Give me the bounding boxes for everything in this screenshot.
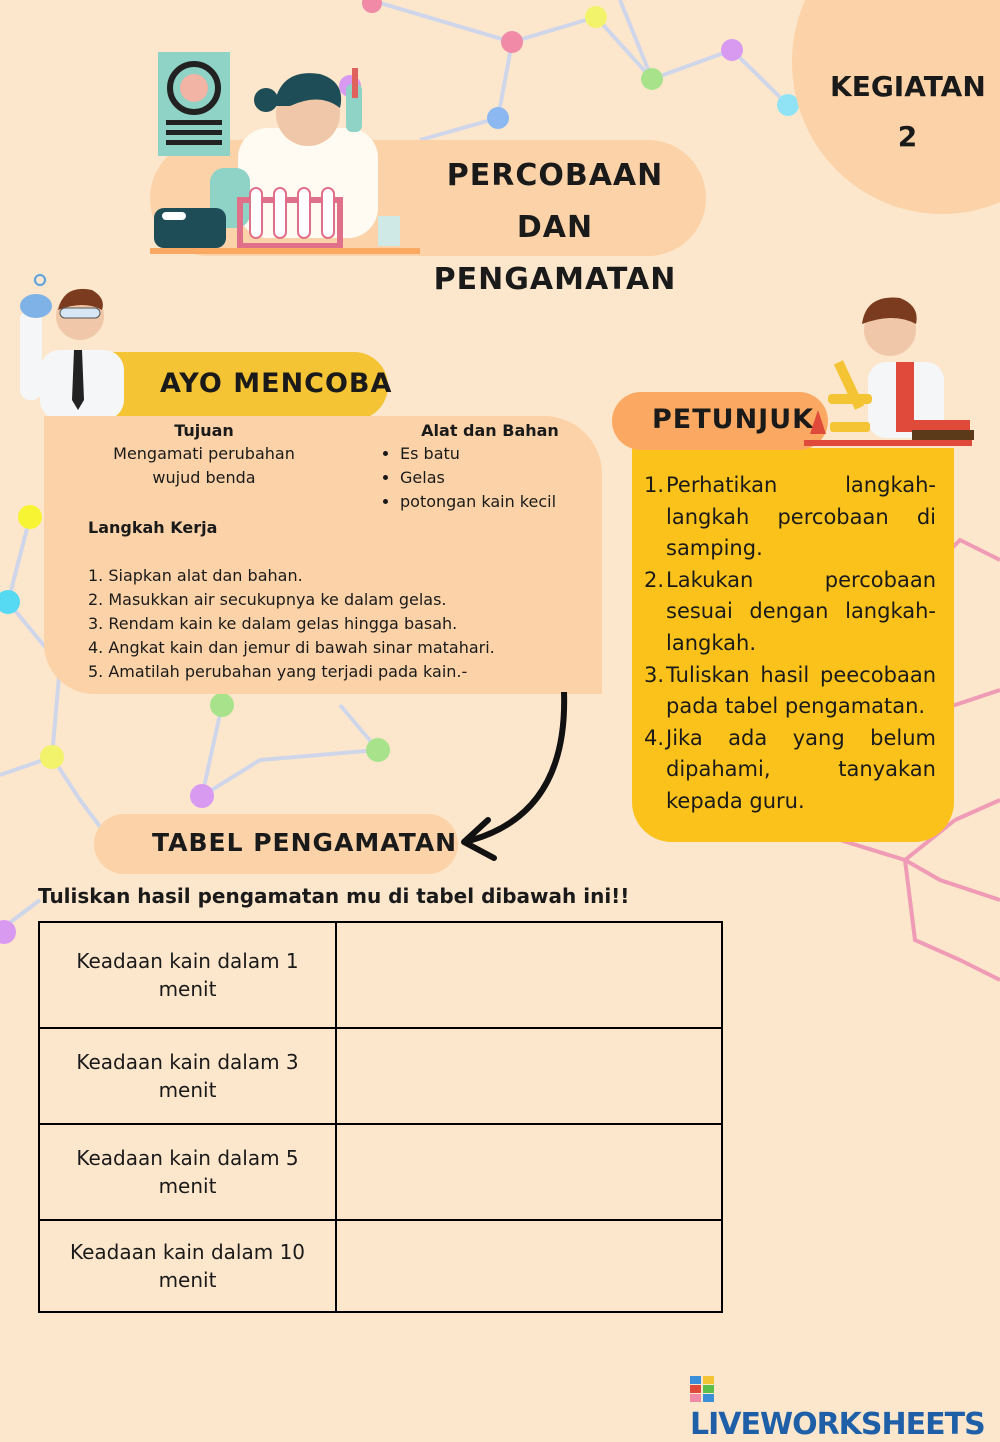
page-title — [410, 150, 700, 306]
alat-item: • potongan kain kecil — [400, 490, 600, 514]
tabel-pengamatan-title: TABEL PENGAMATAN — [152, 828, 458, 857]
petunjuk-item — [644, 660, 936, 723]
tujuan-text-line-1: Mengamati perubahan — [113, 444, 295, 463]
step-item: 2. Masukkan air secukupnya ke dalam gelas. — [88, 590, 447, 609]
row-label-line: menit — [158, 1078, 217, 1102]
row-label — [39, 1028, 336, 1124]
table-row — [39, 922, 722, 1028]
row-label-line: Keadaan kain dalam 10 — [69, 1240, 306, 1264]
row-label-line: Keadaan kain dalam 3 — [76, 1050, 299, 1074]
petunjuk-item — [644, 723, 936, 818]
petunjuk-list — [644, 470, 936, 818]
tujuan-section — [100, 420, 308, 490]
curved-arrow-icon — [450, 692, 580, 862]
row-label-line: Keadaan kain dalam 5 — [76, 1146, 299, 1170]
row-label — [39, 922, 336, 1028]
microscope-scientist-illustration — [804, 290, 976, 452]
observation-table — [38, 921, 723, 1313]
petunjuk-title: PETUNJUK — [652, 404, 815, 435]
step-item: 4. Angkat kain dan jemur di bawah sinar matahari. — [88, 638, 495, 657]
alat-bahan-section — [380, 420, 600, 514]
step-item: 3. Rendam kain ke dalam gelas hingga basah. — [88, 614, 458, 633]
table-instruction: Tuliskan hasil pengamatan mu di tabel dibawah ini!! — [38, 884, 630, 908]
liveworksheets-logo[interactable] — [690, 1372, 1000, 1442]
tujuan-text-line-2: wujud benda — [152, 468, 256, 487]
kegiatan-number: 2 — [897, 120, 918, 153]
row-label-line: menit — [158, 1174, 217, 1198]
kegiatan-label — [830, 62, 985, 162]
logo-grid-icon — [690, 1376, 714, 1402]
table-row — [39, 1028, 722, 1124]
row-label-line: menit — [158, 977, 217, 1001]
title-line-1: PERCOBAAN DAN — [446, 158, 664, 245]
step-item: 5. Amatilah perubahan yang terjadi pada kain.- — [88, 662, 468, 681]
title-line-2: PENGAMATAN — [433, 262, 677, 297]
kegiatan-word: KEGIATAN — [830, 70, 986, 103]
step-item: 1. Siapkan alat dan bahan. — [88, 566, 303, 585]
scientist-left-illustration — [14, 270, 124, 420]
petunjuk-text: Lakukan percobaan sesuai dengan langkah-langkah. — [666, 567, 936, 655]
petunjuk-text: Jika ada yang belum dipahami, tanyakan kepada guru. — [666, 725, 936, 813]
answer-cell[interactable] — [336, 1220, 722, 1312]
petunjuk-number: 4. — [644, 725, 665, 750]
logo-text: LIVEWORKSHEETS — [690, 1407, 985, 1442]
alat-item: • Es batu — [400, 442, 600, 466]
answer-cell[interactable] — [336, 922, 722, 1028]
row-label-line: menit — [158, 1268, 217, 1292]
table-row — [39, 1220, 722, 1312]
petunjuk-item — [644, 470, 936, 565]
row-label — [39, 1124, 336, 1220]
petunjuk-number: 3. — [644, 662, 665, 687]
table-row — [39, 1124, 722, 1220]
answer-cell[interactable] — [336, 1028, 722, 1124]
lab-scientist-illustration — [150, 48, 420, 258]
langkah-kerja-heading: Langkah Kerja — [88, 518, 218, 537]
petunjuk-number: 1. — [644, 473, 665, 497]
ayo-mencoba-title: AYO MENCOBA — [160, 368, 393, 399]
petunjuk-number: 2. — [644, 567, 665, 592]
alat-bahan-heading: Alat dan Bahan — [421, 421, 559, 440]
petunjuk-item — [644, 565, 936, 660]
row-label-line: Keadaan kain dalam 1 — [76, 949, 299, 973]
answer-cell[interactable] — [336, 1124, 722, 1220]
petunjuk-text: Perhatikan langkah-langkah percobaan di samping. — [666, 473, 936, 561]
petunjuk-text: Tuliskan hasil peecobaan pada tabel pengamatan. — [666, 662, 936, 719]
alat-item: • Gelas — [400, 466, 600, 490]
langkah-kerja-list — [88, 564, 598, 684]
row-label — [39, 1220, 336, 1312]
alat-bahan-list — [380, 442, 600, 514]
tujuan-heading: Tujuan — [174, 421, 234, 440]
